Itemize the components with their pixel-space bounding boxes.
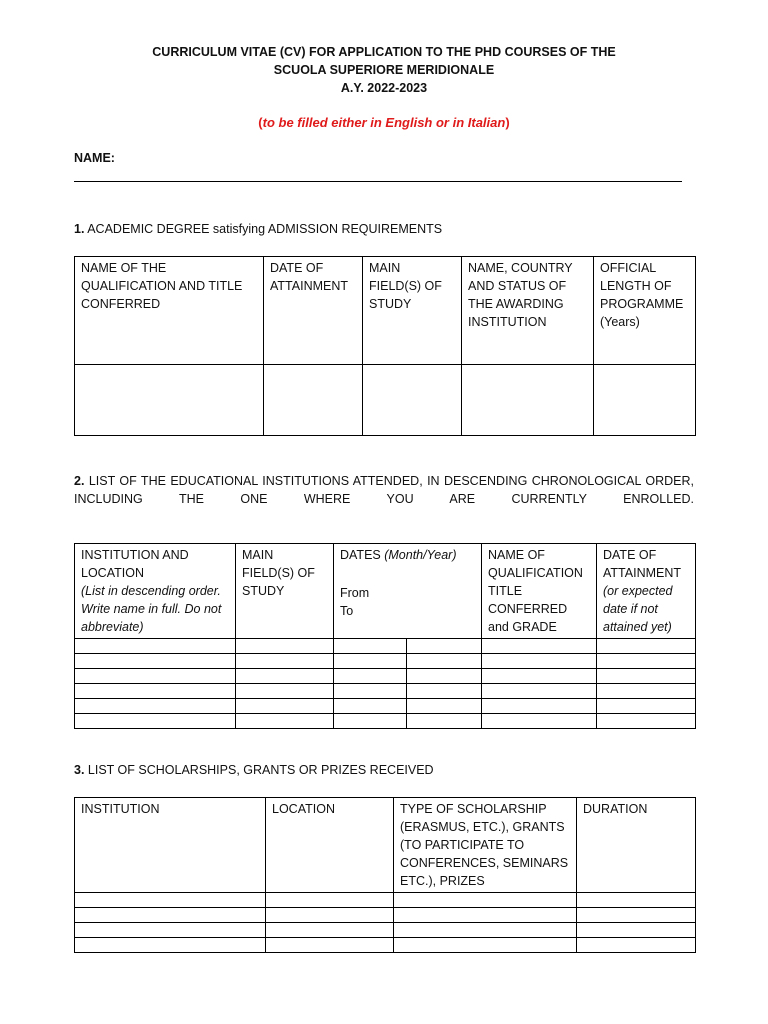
cell-input[interactable] [577, 923, 696, 938]
cell-input[interactable] [597, 669, 696, 684]
cell-input[interactable] [266, 938, 394, 953]
cell-input[interactable] [334, 684, 407, 699]
cell-input[interactable] [482, 669, 597, 684]
header-main-field: MAIN FIELD(S) OF STUDY [236, 544, 334, 639]
cell-input[interactable] [75, 923, 266, 938]
cell-input[interactable] [334, 669, 407, 684]
table-row [75, 654, 696, 669]
cell-input[interactable] [407, 684, 482, 699]
header-awarding-institution: NAME, COUNTRY AND STATUS OF THE AWARDING INSTITUTION [462, 257, 594, 365]
table-row [75, 908, 696, 923]
cell-input[interactable] [75, 908, 266, 923]
name-field-line[interactable] [74, 181, 682, 182]
cell-input[interactable] [236, 654, 334, 669]
cell-input[interactable] [597, 654, 696, 669]
cell-input[interactable] [407, 669, 482, 684]
cell-input[interactable] [577, 893, 696, 908]
doc-title-line1: CURRICULUM VITAE (CV) FOR APPLICATION TO THE PHD COURSES OF THE [152, 45, 616, 59]
name-label: NAME: [74, 151, 115, 165]
cell-input[interactable] [75, 938, 266, 953]
cell-input[interactable] [482, 684, 597, 699]
header-qualification: NAME OF QUALIFICATION TITLE CONFERRED and GRADE [482, 544, 597, 639]
header-institution: INSTITUTION [75, 798, 266, 893]
header-main-field: MAIN FIELD(S) OF STUDY [363, 257, 462, 365]
header-institution: INSTITUTION AND LOCATION (List in descending order. Write name in full. Do not abbreviate) [75, 544, 236, 639]
cell-input[interactable] [334, 654, 407, 669]
cell-input[interactable] [236, 684, 334, 699]
cell-input[interactable] [577, 908, 696, 923]
cell-input[interactable] [266, 908, 394, 923]
header-date-attainment: DATE OF ATTAINMENT [264, 257, 363, 365]
cell-input[interactable] [394, 923, 577, 938]
cell-input[interactable] [334, 714, 407, 729]
cell-input[interactable] [577, 938, 696, 953]
cell-input[interactable] [75, 684, 236, 699]
scholarships-table [74, 797, 696, 953]
table-row [75, 714, 696, 729]
cell-input[interactable] [75, 639, 236, 654]
cell-input[interactable] [407, 714, 482, 729]
cell-input[interactable] [236, 639, 334, 654]
cell-input[interactable] [236, 669, 334, 684]
cell-input[interactable] [75, 365, 264, 436]
cell-input[interactable] [334, 699, 407, 714]
cell-input[interactable] [236, 699, 334, 714]
academic-degree-table [74, 256, 696, 436]
cell-input[interactable] [407, 654, 482, 669]
cell-input[interactable] [482, 639, 597, 654]
cell-input[interactable] [597, 639, 696, 654]
cell-input[interactable] [75, 714, 236, 729]
header-location: LOCATION [266, 798, 394, 893]
cell-input[interactable] [407, 699, 482, 714]
cell-input[interactable] [394, 893, 577, 908]
header-duration: DURATION [577, 798, 696, 893]
cell-input[interactable] [394, 938, 577, 953]
cell-input[interactable] [407, 639, 482, 654]
cell-input[interactable] [597, 714, 696, 729]
header-scholarship-type: TYPE OF SCHOLARSHIP (ERASMUS, ETC.), GRANTS (TO PARTICIPATE TO CONFERENCES, SEMINARS ETC.), PRIZES [394, 798, 577, 893]
cell-input[interactable] [75, 669, 236, 684]
institutions-table [74, 543, 696, 729]
header-qualification: NAME OF THE QUALIFICATION AND TITLE CONFERRED [75, 257, 264, 365]
cell-input[interactable] [75, 654, 236, 669]
section1-heading: 1. ACADEMIC DEGREE satisfying ADMISSION REQUIREMENTS [74, 222, 443, 236]
cell-input[interactable] [482, 699, 597, 714]
cell-input[interactable] [462, 365, 594, 436]
doc-title-line2: SCUOLA SUPERIORE MERIDIONALE [273, 63, 495, 77]
table-row [75, 699, 696, 714]
section2-heading: 2. LIST OF THE EDUCATIONAL INSTITUTIONS ATTENDED, IN DESCENDING CHRONOLOGICAL ORDER, INCLUDING THE ONE WHERE YOU ARE CURRENTLY ENROLLED. [74, 474, 694, 506]
cell-input[interactable] [236, 714, 334, 729]
doc-title-line3: A.Y. 2022-2023 [340, 81, 428, 95]
table-row [75, 893, 696, 908]
cell-input[interactable] [266, 923, 394, 938]
header-dates: DATES (Month/Year) From To [334, 544, 482, 639]
table-row [75, 938, 696, 953]
header-date-attainment: DATE OF ATTAINMENT (or expected date if not attained yet) [597, 544, 696, 639]
section3-heading: 3. LIST OF SCHOLARSHIPS, GRANTS OR PRIZES RECEIVED [74, 763, 434, 777]
cell-input[interactable] [264, 365, 363, 436]
cell-input[interactable] [482, 654, 597, 669]
cell-input[interactable] [597, 684, 696, 699]
cell-input[interactable] [482, 714, 597, 729]
cell-input[interactable] [75, 893, 266, 908]
language-note: (to be filled either in English or in Italian) [258, 115, 510, 130]
cell-input[interactable] [334, 639, 407, 654]
cell-input[interactable] [597, 699, 696, 714]
cell-input[interactable] [394, 908, 577, 923]
cell-input[interactable] [266, 893, 394, 908]
cell-input[interactable] [594, 365, 696, 436]
header-programme-length: OFFICIAL LENGTH OF PROGRAMME (Years) [594, 257, 696, 365]
cell-input[interactable] [363, 365, 462, 436]
table-row [75, 365, 696, 436]
table-row [75, 669, 696, 684]
table-row [75, 639, 696, 654]
cell-input[interactable] [75, 699, 236, 714]
table-row [75, 923, 696, 938]
table-row [75, 684, 696, 699]
